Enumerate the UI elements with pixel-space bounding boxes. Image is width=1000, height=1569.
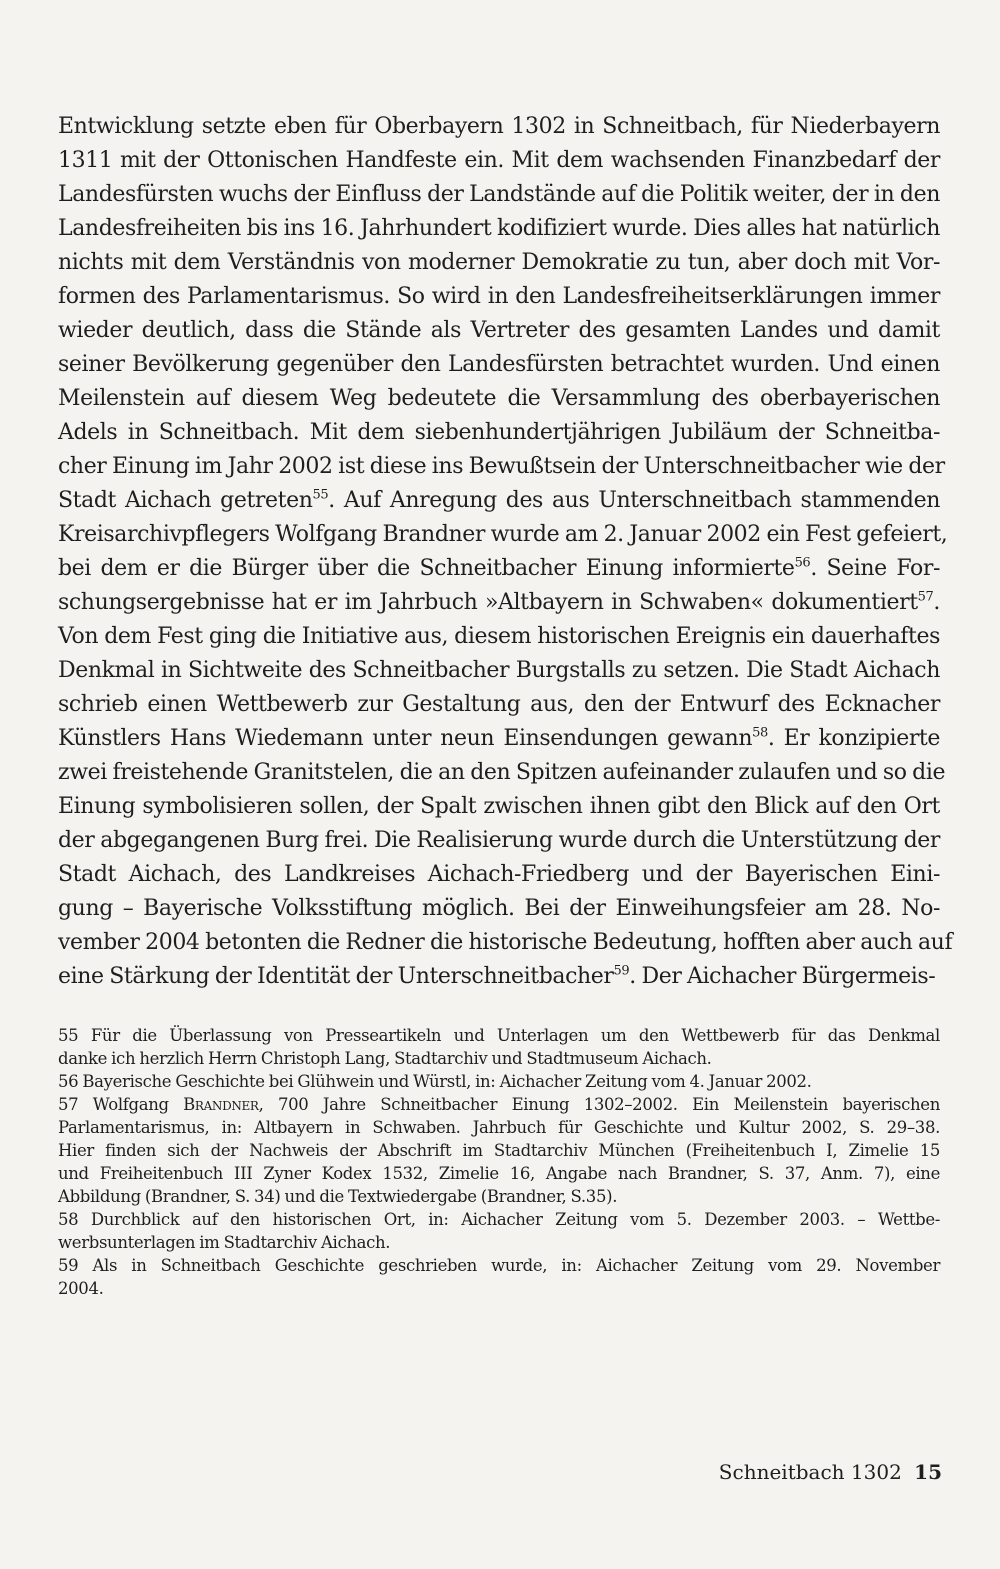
footnote-line (58, 1254, 940, 1277)
running-footer (719, 1460, 942, 1484)
running-title: Schneitbach 1302 (718, 1460, 902, 1484)
footnote-number: 58 (58, 1210, 79, 1229)
body-line (58, 280, 940, 314)
body-line-text-after: . Seine For- (810, 556, 940, 581)
body-line (58, 314, 940, 348)
body-line (58, 756, 946, 790)
footnote-line (58, 1162, 940, 1185)
body-line (58, 110, 940, 144)
footnote-line (58, 1139, 940, 1162)
body-line (58, 416, 940, 450)
body-line (58, 178, 940, 212)
body-line (58, 144, 940, 178)
footnote-text: Als in Schneitbach Geschichte geschrieben wurde, in: Aichacher Zeitung vom 29. November (92, 1256, 940, 1275)
footnote-line (58, 1231, 940, 1254)
body-line (58, 552, 940, 586)
footnote-text: 2004. (58, 1279, 104, 1298)
footnote-line (58, 1047, 940, 1070)
footnote-line (58, 1024, 940, 1047)
page-number: 15 (914, 1460, 942, 1484)
body-line (58, 518, 948, 552)
body-line-text: schrieb einen Wettbewerb zur Gestaltung aus, den der Entwurf des Ecknacher (58, 692, 940, 717)
body-line-text: gung – Bayerische Volksstiftung möglich. Bei der Einweihungsfeier am 28. No- (58, 896, 940, 921)
body-line (58, 382, 940, 416)
footnote-author-last: Brandner (183, 1095, 259, 1114)
footnote-text: werbsunterlagen im Stadtarchiv Aichach. (58, 1233, 391, 1252)
footnote-text: Abbildung (Brandner, S. 34) und die Textwiedergabe (Brandner, S.35). (58, 1187, 618, 1206)
footnote-text: Für die Überlassung von Presseartikeln und Unterlagen um den Wettbewerb für das Denkmal (90, 1026, 940, 1045)
footnote-number: 56 (58, 1072, 79, 1091)
body-line-text: Adels in Schneitbach. Mit dem siebenhundertjährigen Jubiläum der Schneitba- (58, 420, 940, 445)
footnote-reference: 57 (917, 589, 934, 605)
body-line (58, 722, 940, 756)
body-line-text: der abgegangenen Burg frei. Die Realisierung wurde durch die Unterstützung der (58, 828, 940, 853)
body-line-text: Von dem Fest ging die Initiative aus, diesem historischen Ereignis ein dauerhaftes (58, 624, 940, 649)
footnote-line (58, 1116, 940, 1139)
footnote-number: 55 (58, 1026, 79, 1045)
body-line (58, 246, 940, 280)
footnote-line (58, 1277, 940, 1300)
body-line (58, 926, 953, 960)
body-line-text: Einung symbolisieren sollen, der Spalt zwischen ihnen gibt den Blick auf den Ort (58, 794, 940, 819)
body-line (58, 824, 940, 858)
body-line-text: Stadt Aichach getreten (58, 488, 313, 513)
body-line (58, 484, 940, 518)
footnote-line (58, 1208, 940, 1231)
body-line (58, 892, 940, 926)
body-line-text: Künstlers Hans Wiedemann unter neun Einsendungen gewann (58, 726, 753, 751)
footnotes (58, 1024, 940, 1300)
body-line-text: formen des Parlamentarismus. So wird in den Landesfreiheitserklärungen immer (58, 284, 940, 309)
footnote-line (58, 1185, 940, 1208)
body-line (58, 450, 945, 484)
footnote-reference: 56 (794, 555, 811, 571)
footnote-line (58, 1070, 940, 1093)
body-line-text: seiner Bevölkerung gegenüber den Landesfürsten betrachtet wurden. Und einen (58, 352, 940, 377)
footnote-number: 59 (58, 1256, 79, 1275)
body-line-text: vember 2004 betonten die Redner die historische Bedeutung, hofften aber auch auf (58, 930, 953, 955)
body-line-text: Meilenstein auf diesem Weg bedeutete die Versammlung des oberbayerischen (58, 386, 940, 411)
body-line-text: Landesfreiheiten bis ins 16. Jahrhundert kodifiziert wurde. Dies alles hat natürlich (58, 216, 940, 241)
body-line (58, 212, 940, 246)
body-line-text-after: . (933, 590, 940, 615)
body-line-text: eine Stärkung der Identität der Unterschneitbacher (58, 964, 614, 989)
body-line-text-after: . Er konzipierte (767, 726, 940, 751)
footnote-text: und Freiheitenbuch III Zyner Kodex 1532, Zimelie 16, Angabe nach Brandner, S. 37, Anm. 7), eine (58, 1164, 940, 1183)
footnote-reference: 58 (752, 725, 768, 741)
body-line-text: Denkmal in Sichtweite des Schneitbacher Burgstalls zu setzen. Die Stadt Aichach (58, 658, 940, 683)
body-line-text: 1311 mit der Ottonischen Handfeste ein. Mit dem wachsenden Finanzbedarf der (58, 148, 940, 173)
footnote-text: Bayerische Geschichte bei Glühwein und Würstl, in: Aichacher Zeitung vom 4. Januar 2002. (82, 1072, 812, 1091)
footnote-text: Parlamentarismus, in: Altbayern in Schwaben. Jahrbuch für Geschichte und Kultur 2002, S. 29–38. (58, 1118, 940, 1137)
body-line (58, 858, 940, 892)
body-line-text: Entwicklung setzte eben für Oberbayern 1302 in Schneitbach, für Niederbayern (58, 114, 940, 139)
footnote-line (58, 1093, 940, 1116)
body-line (58, 960, 940, 994)
body-line (58, 790, 940, 824)
footnote-text: Hier finden sich der Nachweis der Abschrift im Stadtarchiv München (Freiheitenbuch I, Zimelie 15 (58, 1141, 940, 1160)
body-line (58, 688, 940, 722)
body-line-text: Stadt Aichach, des Landkreises Aichach-Friedberg und der Bayerischen Eini- (58, 862, 940, 887)
footnote-author-first: Wolfgang (92, 1095, 169, 1114)
footnote-reference: 55 (312, 487, 329, 503)
footnote-text: , 700 Jahre Schneitbacher Einung 1302–2002. Ein Meilenstein bayerischen (258, 1095, 940, 1114)
body-line-text-after: . Auf Anregung des aus Unterschneitbach stammenden (328, 488, 940, 513)
body-line-text: wieder deutlich, dass die Stände als Vertreter des gesamten Landes und damit (58, 318, 940, 343)
footnote-reference: 59 (613, 963, 630, 979)
body-text (58, 110, 953, 994)
body-line (58, 620, 940, 654)
body-line-text: Landesfürsten wuchs der Einfluss der Landstände auf die Politik weiter, der in den (58, 182, 940, 207)
body-line-text: bei dem er die Bürger über die Schneitbacher Einung informierte (58, 556, 795, 581)
body-line-text: zwei freistehende Granitstelen, die an den Spitzen aufeinander zulaufen und so die (58, 760, 946, 785)
footnote-text: danke ich herzlich Herrn Christoph Lang, Stadtarchiv und Stadtmuseum Aichach. (58, 1049, 712, 1068)
body-line-text: Kreisarchivpflegers Wolfgang Brandner wurde am 2. Januar 2002 ein Fest gefeiert, (58, 522, 948, 547)
body-line-text-after: . Der Aichacher Bürgermeis- (629, 964, 936, 989)
body-line-text: nichts mit dem Verständnis von moderner Demokratie zu tun, aber doch mit Vor- (58, 250, 940, 275)
body-line (58, 586, 940, 620)
body-line-text: cher Einung im Jahr 2002 ist diese ins Bewußtsein der Unterschneitbacher wie der (58, 454, 945, 479)
footnote-text: Durchblick auf den historischen Ort, in: Aichacher Zeitung vom 5. Dezember 2003. – Wettbe- (90, 1210, 940, 1229)
body-line (58, 348, 940, 382)
body-line-text: schungsergebnisse hat er im Jahrbuch »Altbayern in Schwaben« dokumentiert (58, 590, 918, 615)
body-line (58, 654, 940, 688)
footnote-number: 57 (58, 1095, 79, 1114)
